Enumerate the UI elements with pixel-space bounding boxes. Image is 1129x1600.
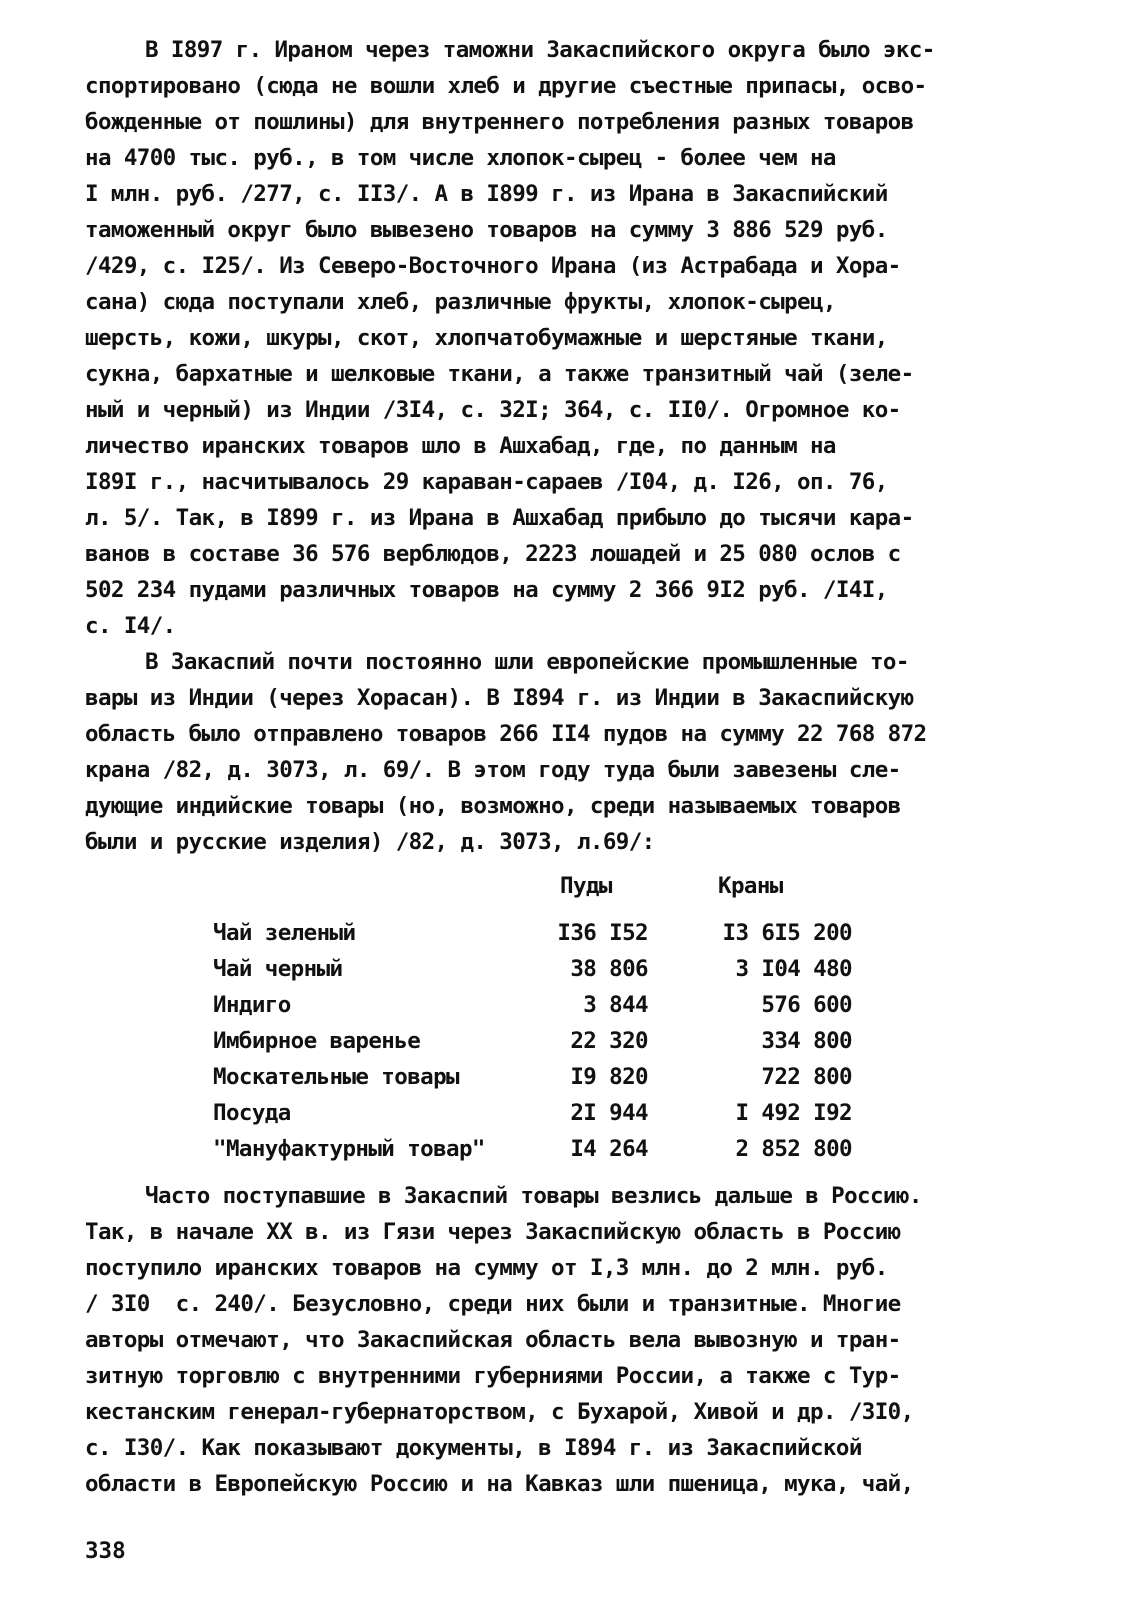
goods-pudy: 3 844 <box>583 992 648 1018</box>
text-line: крана /82, д. 3073, л. 69/. В этом году туда были завезены сле- <box>85 757 901 783</box>
goods-name: Имбирное варенье <box>213 1028 421 1054</box>
text-line: I млн. руб. /277, с. II3/. А в I899 г. из Ирана в Закаспийский <box>85 181 888 207</box>
text-line: таможенный округ было вывезено товаров на сумму 3 886 529 руб. <box>85 217 888 243</box>
goods-krany: 2 852 800 <box>735 1136 852 1162</box>
text-line: с. I4/. <box>85 613 176 639</box>
text-line: на 4700 тыс. руб., в том числе хлопок-сырец - более чем на <box>85 145 836 171</box>
goods-krany: I 492 I92 <box>735 1100 852 1126</box>
text-line: /429, с. I25/. Из Северо-Восточного Ирана (из Астрабада и Хора- <box>85 253 901 279</box>
text-line: л. 5/. Так, в I899 г. из Ирана в Ашхабад прибыло до тысячи кара- <box>85 505 914 531</box>
text-line: Часто поступавшие в Закаспий товары везлись дальше в Россию. <box>145 1183 922 1209</box>
page-number: 338 <box>85 1538 126 1564</box>
goods-krany: I3 6I5 200 <box>722 920 852 946</box>
text-line: В I897 г. Ираном через таможни Закаспийского округа было экс- <box>145 37 935 63</box>
goods-krany: 334 800 <box>761 1028 852 1054</box>
text-line: В Закаспий почти постоянно шли европейские промышленные то- <box>145 649 909 675</box>
text-line: ный и черный) из Индии /3I4, с. 32I; 364, с. II0/. Огромное ко- <box>85 397 901 423</box>
text-line: ванов в составе 36 576 верблюдов, 2223 лошадей и 25 080 ослов с <box>85 541 901 567</box>
text-line: вары из Индии (через Хорасан). В I894 г. из Индии в Закаспийскую <box>85 685 914 711</box>
goods-pudy: I9 820 <box>570 1064 648 1090</box>
goods-pudy: 38 806 <box>570 956 648 982</box>
text-line: 502 234 пудами различных товаров на сумму 2 366 9I2 руб. /I4I, <box>85 577 888 603</box>
goods-name: "Мануфактурный товар" <box>213 1136 485 1162</box>
text-line: личество иранских товаров шло в Ашхабад, где, по данным на <box>85 433 836 459</box>
column-header-pudy: Пуды <box>560 873 612 899</box>
goods-name: Чай черный <box>213 956 343 982</box>
text-line: шерсть, кожи, шкуры, скот, хлопчатобумажные и шерстяные ткани, <box>85 325 888 351</box>
goods-krany: 576 600 <box>761 992 852 1018</box>
goods-pudy: I36 I52 <box>557 920 648 946</box>
text-line: авторы отмечают, что Закаспийская область вела вывозную и тран- <box>85 1327 901 1353</box>
goods-pudy: 2I 944 <box>570 1100 648 1126</box>
text-line: область было отправлено товаров 266 II4 пудов на сумму 22 768 872 <box>85 721 927 747</box>
text-line: Так, в начале XX в. из Гязи через Закаспийскую область в Россию <box>85 1219 901 1245</box>
text-line: дующие индийские товары (но, возможно, среди называемых товаров <box>85 793 901 819</box>
text-line: / 3I0 с. 240/. Безусловно, среди них были и транзитные. Многие <box>85 1291 901 1317</box>
text-line: области в Европейскую Россию и на Кавказ шли пшеница, мука, чай, <box>85 1471 914 1497</box>
text-line: сукна, бархатные и шелковые ткани, а также транзитный чай (зеле- <box>85 361 914 387</box>
text-line: были и русские изделия) /82, д. 3073, л.69/: <box>85 829 655 855</box>
text-line: спортировано (сюда не вошли хлеб и другие съестные припасы, осво- <box>85 73 927 99</box>
goods-krany: 3 I04 480 <box>735 956 852 982</box>
text-line: с. I30/. Как показывают документы, в I894 г. из Закаспийской <box>85 1435 862 1461</box>
text-line: сана) сюда поступали хлеб, различные фрукты, хлопок-сырец, <box>85 289 836 315</box>
text-line: зитную торговлю с внутренними губерниями России, а также с Тур- <box>85 1363 901 1389</box>
goods-krany: 722 800 <box>761 1064 852 1090</box>
goods-pudy: 22 320 <box>570 1028 648 1054</box>
goods-name: Индиго <box>213 992 291 1018</box>
goods-name: Чай зеленый <box>213 920 356 946</box>
text-line: I89I г., насчитывалось 29 караван-сараев /I04, д. I26, оп. 76, <box>85 469 888 495</box>
column-header-krany: Краны <box>718 873 783 899</box>
text-line: поступило иранских товаров на сумму от I,3 млн. до 2 млн. руб. <box>85 1255 888 1281</box>
goods-name: Посуда <box>213 1100 291 1126</box>
goods-pudy: I4 264 <box>570 1136 648 1162</box>
text-line: кестанским генерал-губернаторством, с Бухарой, Хивой и др. /3I0, <box>85 1399 914 1425</box>
goods-name: Москательные товары <box>213 1064 459 1090</box>
text-line: божденные от пошлины) для внутреннего потребления разных товаров <box>85 109 914 135</box>
